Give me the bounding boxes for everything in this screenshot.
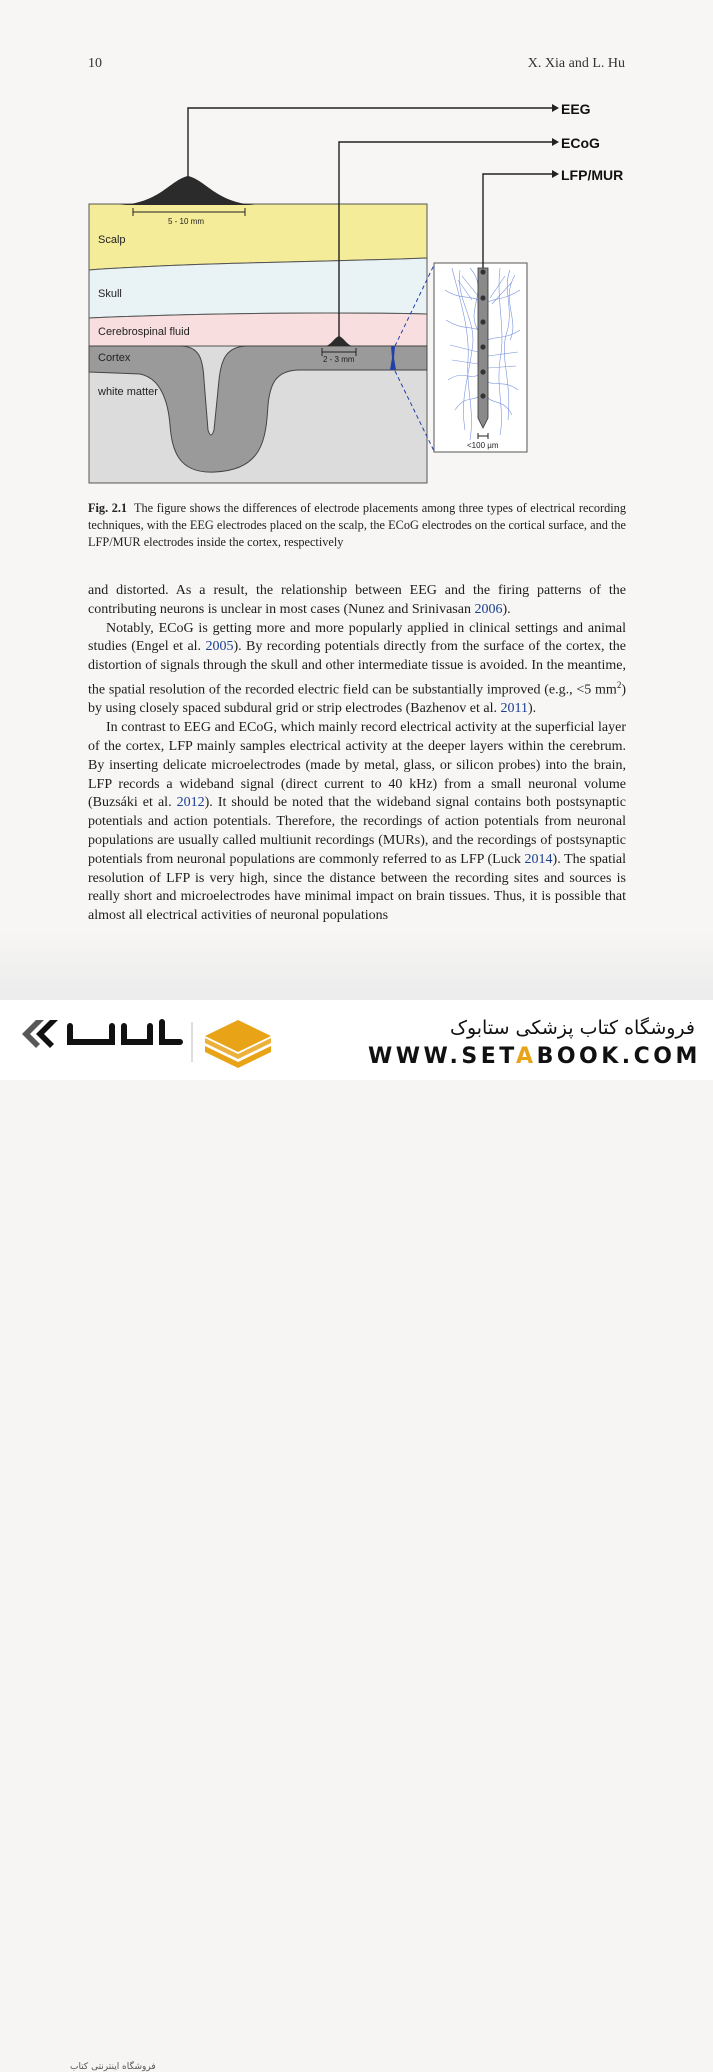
label-cortex: Cortex [98, 352, 131, 364]
paragraph-1: and distorted. As a result, the relationship between EEG and the firing patterns of the contributing neurons is unclear in most cases (Nunez and Srinivasan 2006). [88, 583, 626, 617]
running-authors: X. Xia and L. Hu [527, 56, 625, 71]
label-ecog: ECoG [561, 135, 600, 151]
page-number: 10 [88, 56, 102, 71]
eeg-lead [188, 108, 552, 178]
page-shadow [0, 930, 713, 1005]
eeg-arrow-icon [552, 104, 559, 112]
label-lfp-mur: LFP/MUR [561, 167, 624, 183]
lfp-lead [483, 174, 552, 268]
citation-link[interactable]: 2014 [524, 851, 553, 867]
paragraph-3: In contrast to EEG and ECoG, which mainly record electrical activity at the superficial layer of the cortex, LFP mainly samples electrical activity at the deeper layers within the cerebrum. By inserting delicate microelectrodes (made by metal, glass, or silicon probes) into the brain, LFP records a wideband signal (direct current to 40 kHz) from a small neuronal volume (Buzsáki et al. 2012). It should be noted that the wideband signal contains both postsynaptic potentials and action potentials. Therefore, the recordings of action potentials from neuronal populations are usually called multiunit recordings (MURs), and the recordings of postsynaptic potentials from neuronal populations are commonly referred to as LFP (Luck 2014). The spatial resolution of LFP is very high, since the distance between the recording sites and sources is really short and microelectrodes have minimal impact on brain tissues. Thus, it is possible that almost all electrical activities of neuronal populations [88, 720, 627, 924]
citation-link[interactable]: 2005 [205, 639, 234, 655]
figure-caption [88, 500, 626, 551]
electrode-placement-figure [0, 0, 713, 500]
dim-eeg: 5 - 10 mm [168, 217, 205, 226]
label-csf: Cerebrospinal fluid [98, 326, 190, 338]
book-stack-icon [205, 1020, 271, 1068]
caption-text: The figure shows the differences of electrode placements among three types of electrical recording techniques, with the EEG electrodes placed on the scalp, the ECoG electrodes on the cortical surface, and the LFP/MUR electrodes inside the cortex, respectively [88, 501, 626, 549]
citation-link[interactable]: 2012 [176, 795, 205, 811]
lfp-arrow-icon [552, 170, 559, 178]
dim-lfp: <100 µm [467, 441, 499, 450]
logo-subtitle: فروشگاه اینترنتی کتاب [70, 2062, 156, 2072]
skull-layer [89, 258, 427, 318]
store-name: فروشگاه کتاب پزشکی ستابوک [449, 1017, 695, 1039]
paragraph-2: Notably, ECoG is getting more and more popularly applied in clinical settings and animal studies (Engel et al. 2005). By recording potentials directly from the surface of the cortex, the distortion of signals through the skull and other intermediate tissue is avoided. In the meantime, the spatial resolution of the recorded electric field can be substantially improved (e.g., <5 $mm^2$) by using closely spaced subdural grid or strip electrodes (Bazhenov et al. 2011). [88, 620, 627, 717]
store-url[interactable]: WWW.SETABOOK.COM [368, 1044, 701, 1069]
caption-label: Fig. 2.1 [88, 501, 128, 515]
dim-ecog: 2 - 3 mm [323, 355, 355, 364]
ecog-arrow-icon [552, 138, 559, 146]
eeg-electrode [120, 176, 256, 205]
book-page [0, 0, 713, 1000]
label-scalp: Scalp [98, 234, 126, 246]
label-white-matter: white matter [98, 386, 158, 398]
logo-wordmark-shape [70, 1022, 180, 1042]
body-text [88, 582, 626, 926]
label-skull: Skull [98, 288, 122, 300]
citation-link[interactable]: 2011 [500, 701, 528, 717]
citation-link[interactable]: 2006 [474, 601, 503, 617]
setabook-logo [0, 1000, 290, 1080]
label-eeg: EEG [561, 101, 591, 117]
